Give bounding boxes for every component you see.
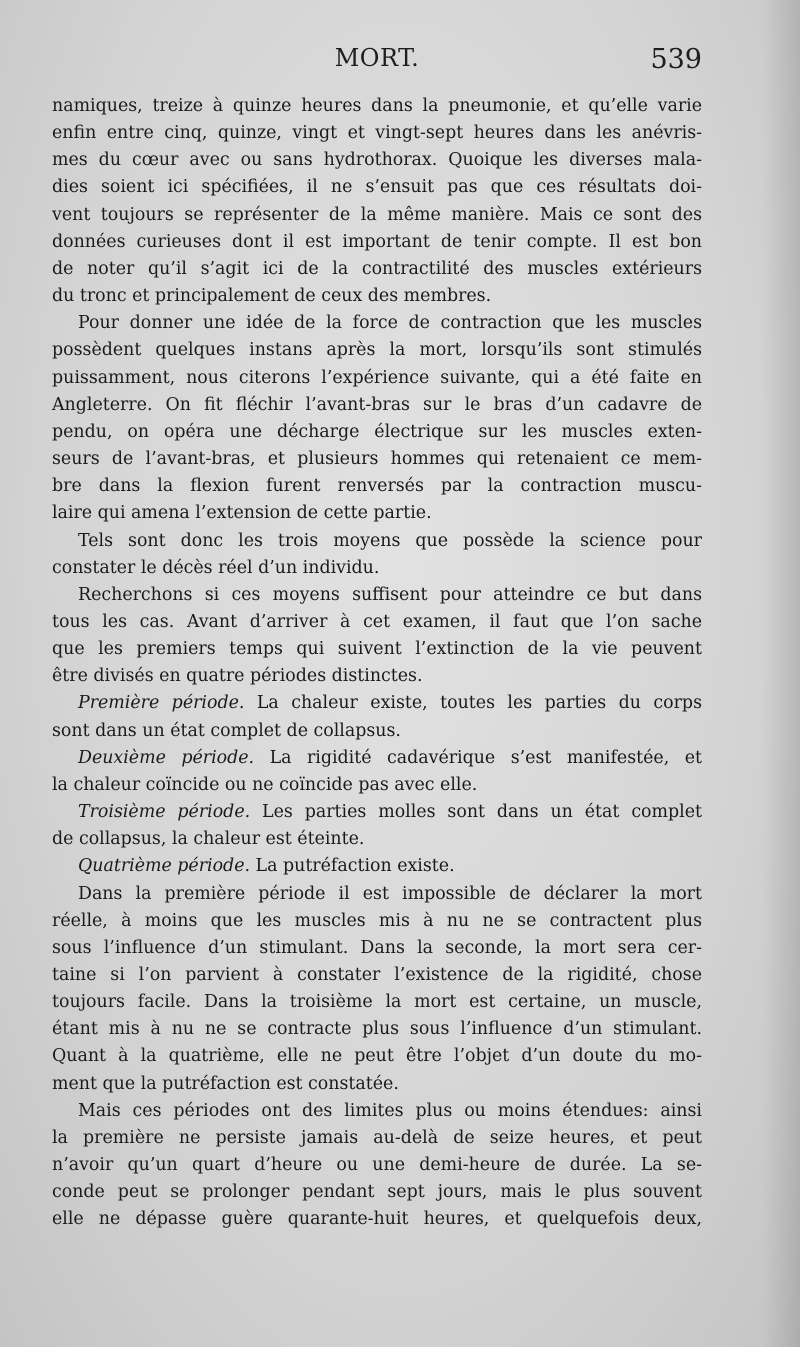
line-text: Dans la première période il est impossible de déclarer la mort (78, 883, 702, 904)
text-line (52, 555, 702, 582)
text-line (52, 745, 702, 772)
text-line (52, 935, 702, 962)
line-text: sous l’influence d’un stimulant. Dans la seconde, la mort sera cer- (52, 937, 702, 958)
text-line (52, 908, 702, 935)
text-line (52, 202, 702, 229)
page-number: 539 (650, 44, 702, 75)
line-text: de collapsus, la chaleur est éteinte. (52, 829, 365, 850)
text-line (52, 229, 702, 256)
text-line (52, 500, 702, 527)
line-text: dies soient ici spécifiées, il ne s’ensuit pas que ces résultats doi- (52, 177, 702, 198)
text-line (52, 1125, 702, 1152)
text-line (52, 663, 702, 690)
line-text: puissamment, nous citerons l’expérience suivante, qui a été faite en (52, 367, 702, 388)
line-text: laire qui amena l’extension de cette partie. (52, 503, 432, 524)
line-text: La chaleur existe, toutes les parties du corps (244, 693, 702, 714)
line-text: étant mis à nu ne se contracte plus sous l’influence d’un stimulant. (52, 1019, 702, 1040)
text-line (52, 256, 702, 283)
line-text: elle ne dépasse guère quarante-huit heures, et quelquefois deux, (52, 1209, 702, 1230)
text-line (52, 1043, 702, 1070)
page-header (52, 44, 702, 84)
text-line (52, 310, 702, 337)
period-heading: Quatrième période. (78, 856, 251, 877)
text-line (52, 473, 702, 500)
text-line (52, 446, 702, 473)
line-text: La putréfaction existe. (250, 856, 455, 877)
running-head: MORT. (334, 44, 420, 72)
line-text: bre dans la flexion furent renversés par la contraction muscu- (52, 476, 702, 497)
text-line (52, 636, 702, 663)
line-text: vent toujours se représenter de la même manière. Mais ce sont des (52, 204, 702, 225)
line-text: Les parties molles sont dans un état complet (250, 802, 702, 823)
text-line (52, 93, 702, 120)
line-text: constater le décès réel d’un individu. (52, 557, 380, 578)
line-text: mes du cœur avec ou sans hydrothorax. Quoique les diverses mala- (52, 150, 702, 171)
body-text (52, 93, 702, 1234)
text-line (52, 1016, 702, 1043)
text-line (52, 962, 702, 989)
text-line (52, 174, 702, 201)
line-text: la première ne persiste jamais au-delà de seize heures, et peut (52, 1127, 702, 1148)
line-text: Tels sont donc les trois moyens que possède la science pour (78, 530, 702, 551)
line-text: toujours facile. Dans la troisième la mort est certaine, un muscle, (52, 992, 702, 1013)
period-heading: Troisième période. (78, 802, 251, 823)
text-line (52, 1152, 702, 1179)
text-line (52, 1179, 702, 1206)
line-text: Mais ces périodes ont des limites plus ou moins étendues: ainsi (78, 1100, 702, 1121)
text-line (52, 419, 702, 446)
line-text: possèdent quelques instans après la mort, lorsqu’ils sont stimulés (52, 340, 702, 361)
line-text: namiques, treize à quinze heures dans la pneumonie, et qu’elle varie (52, 96, 702, 116)
line-text: conde peut se prolonger pendant sept jours, mais le plus souvent (52, 1182, 702, 1203)
text-line (52, 120, 702, 147)
text-line (52, 690, 702, 717)
text-line (52, 881, 702, 908)
line-text: enfin entre cinq, quinze, vingt et vingt-sept heures dans les anévris- (52, 123, 702, 144)
text-line (52, 582, 702, 609)
line-text: Pour donner une idée de la force de contraction que les muscles (78, 313, 702, 334)
line-text: seurs de l’avant-bras, et plusieurs hommes qui retenaient ce mem- (52, 449, 702, 470)
line-text: ment que la putréfaction est constatée. (52, 1073, 399, 1094)
line-text: pendu, on opéra une décharge électrique sur les muscles exten- (52, 421, 702, 442)
line-text: de noter qu’il s’agit ici de la contractilité des muscles extérieurs (52, 258, 702, 279)
text-line (52, 337, 702, 364)
line-text: Quant à la quatrième, elle ne peut être l’objet d’un doute du mo- (52, 1046, 702, 1067)
text-line (52, 1206, 702, 1233)
line-text: tous les cas. Avant d’arriver à cet examen, il faut que l’on sache (52, 611, 702, 632)
line-text: La rigidité cadavérique s’est manifestée, et (254, 747, 702, 768)
text-line (52, 826, 702, 853)
period-heading: Première période. (78, 693, 245, 714)
text-line (52, 528, 702, 555)
text-line (52, 283, 702, 310)
text-line (52, 392, 702, 419)
text-line (52, 1071, 702, 1098)
line-text: du tronc et principalement de ceux des membres. (52, 286, 492, 307)
line-text: Recherchons si ces moyens suffisent pour atteindre ce but dans (78, 584, 702, 605)
text-line (52, 365, 702, 392)
text-line (52, 609, 702, 636)
text-line (52, 718, 702, 745)
text-line (52, 989, 702, 1016)
line-text: données curieuses dont il est important de tenir compte. Il est bon (52, 231, 702, 252)
period-heading: Deuxième période. (78, 747, 255, 768)
line-text: réelle, à moins que les muscles mis à nu ne se contractent plus (52, 910, 702, 931)
line-text: n’avoir qu’un quart d’heure ou une demi-heure de durée. La se- (52, 1155, 702, 1176)
line-text: taine si l’on parvient à constater l’existence de la rigidité, chose (52, 965, 702, 985)
line-text: la chaleur coïncide ou ne coïncide pas avec elle. (52, 774, 478, 795)
text-line (52, 1098, 702, 1125)
text-line (52, 147, 702, 174)
text-line (52, 853, 702, 880)
line-text: sont dans un état complet de collapsus. (52, 720, 401, 741)
line-text: Angleterre. On fit fléchir l’avant-bras sur le bras d’un cadavre de (52, 394, 702, 415)
line-text: être divisés en quatre périodes distinctes. (52, 666, 423, 687)
page-gutter-shadow (762, 0, 800, 1347)
text-line (52, 772, 702, 799)
text-line (52, 799, 702, 826)
line-text: que les premiers temps qui suivent l’extinction de la vie peuvent (52, 639, 702, 660)
